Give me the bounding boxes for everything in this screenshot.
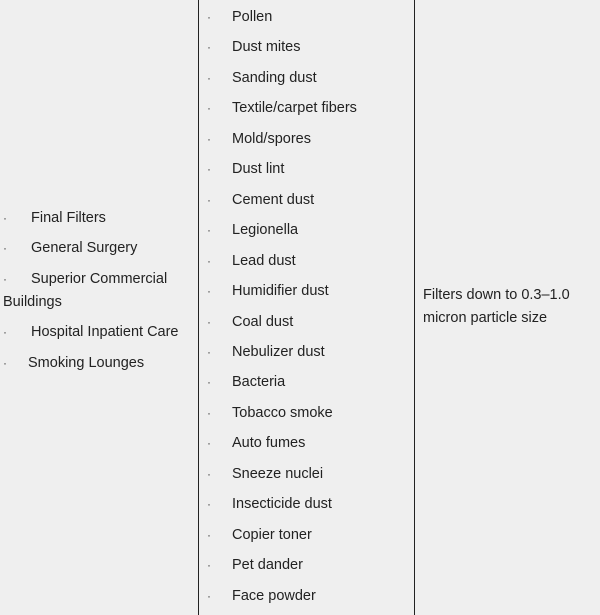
bullet-icon: · [207, 528, 211, 542]
contaminant-item: Cement dust [232, 192, 315, 208]
bullet-icon: · [207, 436, 211, 450]
bullet-icon: · [207, 193, 211, 207]
contaminant-item: Bacteria [232, 374, 286, 390]
bullet-icon: · [207, 589, 211, 603]
contaminant-item: Mold/spores [232, 131, 311, 147]
particle-size-text: Filters down to 0.3–1.0 micron particle size [423, 287, 570, 326]
bullet-icon: · [3, 241, 7, 255]
contaminant-item: Humidifier dust [232, 283, 329, 299]
bullet-icon: · [207, 284, 211, 298]
application-item: Hospital Inpatient Care [31, 324, 179, 340]
application-item: General Surgery [31, 240, 138, 256]
contaminant-item: Tobacco smoke [232, 405, 333, 421]
contaminant-item: Insecticide dust [232, 496, 332, 512]
application-item: Superior Commercial [31, 271, 168, 287]
column-divider-left [198, 0, 199, 615]
contaminant-item: Pet dander [232, 557, 303, 573]
bullet-icon: · [207, 467, 211, 481]
contaminant-item: Coal dust [232, 314, 294, 330]
contaminant-item: Dust lint [232, 161, 285, 177]
bullet-icon: · [207, 497, 211, 511]
bullet-icon: · [3, 356, 7, 370]
contaminant-item: Auto fumes [232, 435, 306, 451]
bullet-icon: · [207, 132, 211, 146]
bullet-icon: · [207, 162, 211, 176]
application-item: Smoking Lounges [28, 355, 145, 371]
contaminant-item: Textile/carpet fibers [232, 100, 357, 116]
bullet-icon: · [207, 223, 211, 237]
contaminant-item: Legionella [232, 222, 299, 238]
contaminant-item: Sanding dust [232, 70, 317, 86]
application-item: Final Filters [31, 210, 106, 226]
contaminant-item: Nebulizer dust [232, 344, 325, 360]
bullet-icon: · [207, 315, 211, 329]
bullet-icon: · [207, 71, 211, 85]
bullet-icon: · [3, 272, 7, 286]
bullet-icon: · [3, 211, 7, 225]
contaminant-item: Pollen [232, 9, 273, 25]
contaminant-item: Copier toner [232, 527, 312, 543]
bullet-icon: · [207, 406, 211, 420]
bullet-icon: · [207, 345, 211, 359]
application-item-continuation: Buildings [3, 294, 62, 310]
column-divider-right [414, 0, 415, 615]
bullet-icon: · [207, 101, 211, 115]
contaminant-item: Lead dust [232, 253, 296, 269]
bullet-icon: · [207, 254, 211, 268]
contaminant-item: Sneeze nuclei [232, 466, 324, 482]
contaminant-item: Dust mites [232, 39, 301, 55]
bullet-icon: · [207, 558, 211, 572]
contaminant-item: Face powder [232, 588, 316, 604]
bullet-icon: · [207, 10, 211, 24]
bullet-icon: · [207, 40, 211, 54]
bullet-icon: · [207, 375, 211, 389]
bullet-icon: · [3, 325, 7, 339]
